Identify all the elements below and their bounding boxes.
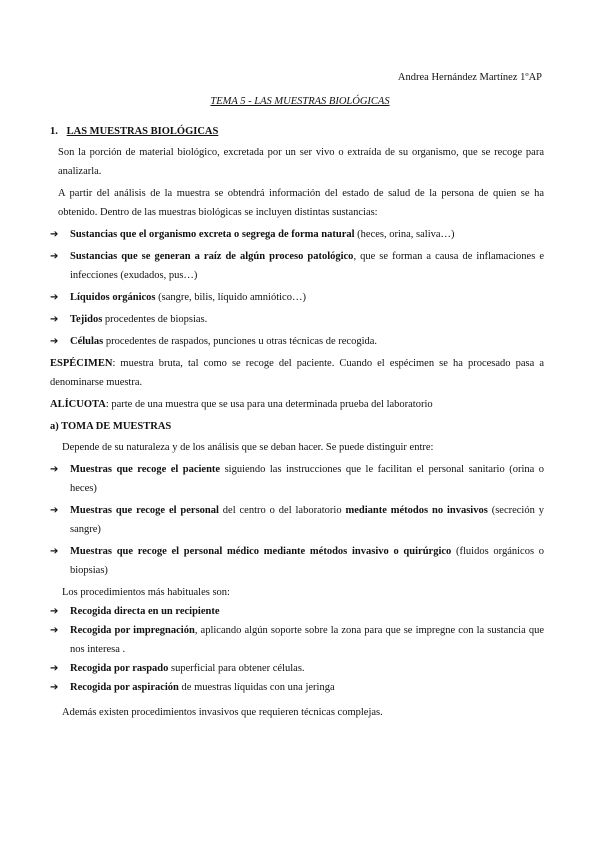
arrow-icon: ➔ (50, 336, 59, 347)
list-item: ➔ Sustancias que el organismo excreta o segrega de forma natural (heces, orina, saliva…) (50, 225, 544, 244)
document-title: TEMA 5 - LAS MUESTRAS BIOLÓGICAS (210, 96, 390, 107)
paragraph-intro: Depende de su naturaleza y de los análisis que se deban hacer. Se puede distinguir entre: (62, 442, 434, 453)
list-item: ➔ Células procedentes de raspados, punciones u otras técnicas de recogida. (50, 332, 544, 351)
subsection-heading: a) TOMA DE MUESTRAS (50, 421, 172, 432)
arrow-icon: ➔ (50, 314, 59, 325)
section-number: 1. (50, 126, 58, 137)
definition-especimen: ESPÉCIMEN: muestra bruta, tal como se recoge del paciente. Cuando el espécimen se ha procesado pasa a denominarse muestra. (50, 358, 544, 388)
arrow-icon: ➔ (50, 229, 59, 240)
list-item: ➔ Tejidos procedentes de biopsias. (50, 310, 544, 329)
paragraph-definition: Son la porción de material biológico, excretada por un ser vivo o extraída de su organismo, que se recoge para analizarla. (58, 147, 544, 177)
list-item: ➔ Muestras que recoge el personal médico mediante métodos invasivo o quirúrgico (fluidos orgánicos o biopsias) (50, 542, 544, 580)
arrow-icon: ➔ (50, 464, 59, 475)
arrow-icon: ➔ (50, 292, 59, 303)
arrow-icon: ➔ (50, 625, 59, 636)
list-item: ➔ Líquidos orgánicos (sangre, bilis, líquido amniótico…) (50, 288, 544, 307)
paragraph-procedures-intro: Los procedimientos más habituales son: (62, 587, 230, 598)
arrow-icon: ➔ (50, 546, 59, 557)
author-line: Andrea Hernández Martínez 1ºAP (397, 72, 542, 83)
section-heading-1 (50, 122, 544, 141)
list-item: ➔ Recogida directa en un recipiente (50, 602, 544, 621)
list-item: ➔ Muestras que recoge el personal del centro o del laboratorio mediante métodos no invasivos (secreción y sangre) (50, 501, 544, 539)
arrow-icon: ➔ (50, 606, 59, 617)
arrow-icon: ➔ (50, 682, 59, 693)
arrow-icon: ➔ (50, 663, 59, 674)
definition-alicuota: ALÍCUOTA: parte de una muestra que se usa para una determinada prueba del laboratorio (50, 399, 433, 410)
section-title: LAS MUESTRAS BIOLÓGICAS (66, 126, 219, 137)
paragraph-closing: Además existen procedimientos invasivos que requieren técnicas complejas. (62, 707, 383, 718)
list-item: ➔ Sustancias que se generan a raíz de algún proceso patológico, que se forman a causa de inflamaciones e infecciones (exudados, pus…) (50, 247, 544, 285)
list-item: ➔ Recogida por raspado superficial para obtener células. (50, 659, 544, 678)
arrow-icon: ➔ (50, 505, 59, 516)
list-item: ➔ Muestras que recoge el paciente siguiendo las instrucciones que le facilitan el personal sanitario (orina o heces) (50, 460, 544, 498)
arrow-icon: ➔ (50, 251, 59, 262)
list-item: ➔ Recogida por impregnación, aplicando algún soporte sobre la zona para que se impregne con la sustancia que nos interesa . (50, 621, 544, 659)
document-body (50, 122, 544, 725)
list-item: ➔ Recogida por aspiración de muestras líquidas con una jeringa (50, 678, 544, 697)
paragraph-analysis: A partir del análisis de la muestra se obtendrá información del estado de salud de la persona de quien se ha obtenido. Dentro de las muestras biológicas se incluyen distintas sustancias: (58, 188, 544, 218)
